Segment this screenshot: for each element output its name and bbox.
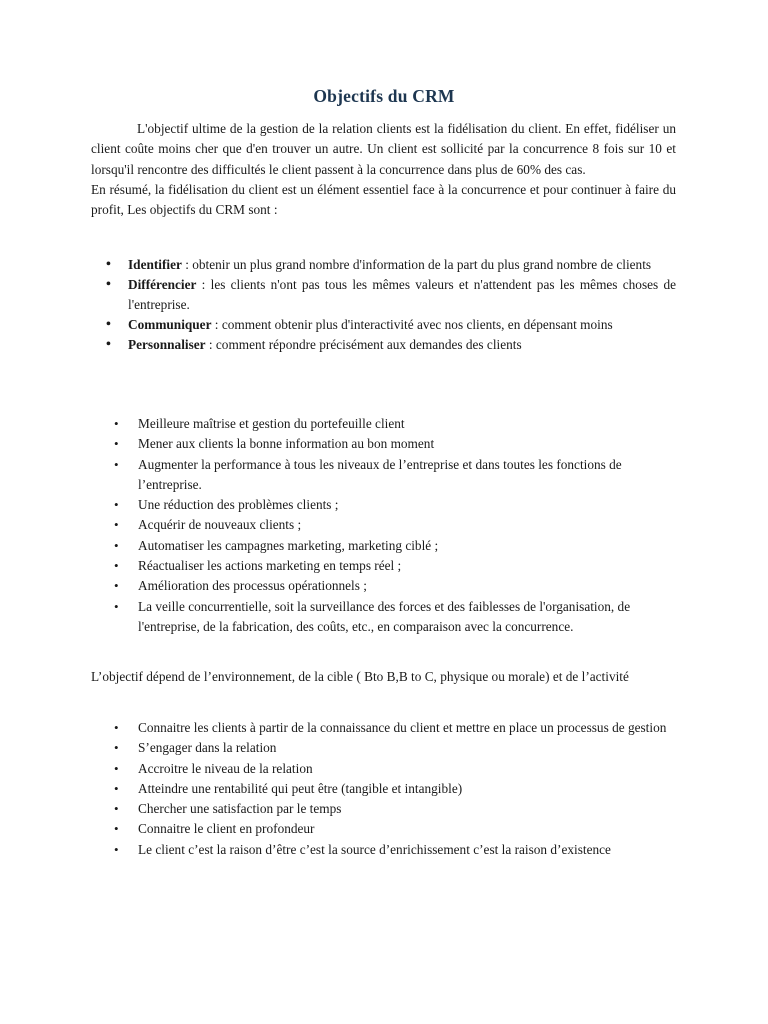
list-item: • Réactualiser les actions marketing en temps réel ; [138,556,676,576]
objective-desc: : les clients n'ont pas tous les mêmes valeurs et n'attendent pas les mêmes choses de l'entreprise. [128,277,676,312]
list-item [128,335,676,355]
objective-term: Identifier [128,257,182,272]
list-item [128,255,676,275]
intro-section [91,119,676,220]
list-item: • Meilleure maîtrise et gestion du portefeuille client [138,414,676,434]
objective-desc: : obtenir un plus grand nombre d'information de la part du plus grand nombre de clients [181,257,652,272]
benefits-list [138,414,676,637]
list-item: • Acquérir de nouveaux clients ; [138,515,676,535]
objective-term: Communiquer [128,317,212,332]
list-item: • Chercher une satisfaction par le temps [138,799,676,819]
list-item: • Mener aux clients la bonne information au bon moment [138,434,676,454]
list-item: • Automatiser les campagnes marketing, marketing ciblé ; [138,536,676,556]
objective-term: Personnaliser [128,337,206,352]
intro-paragraph-1: L'objectif ultime de la gestion de la relation clients est la fidélisation du client. En effet, fidéliser un client coûte moins cher que d'en trouver un autre. Un client est sollicité par la concurrence 8 fois sur 10 et lorsqu'il rencontre des difficultés le client passent à la concurrence dans plus de 60% des cas. [91,121,676,177]
objective-desc: : comment répondre précisément aux demandes des clients [205,337,522,352]
list-item: • Accroitre le niveau de la relation [138,759,676,779]
list-item: • Atteindre une rentabilité qui peut être (tangible et intangible) [138,779,676,799]
environment-paragraph: L’objectif dépend de l’environnement, de la cible ( Bto B,B to C, physique ou morale) et de l’activité [91,669,629,684]
page-title: Objectifs du CRM [313,86,455,106]
objective-term: Différencier [128,277,197,292]
list-item: • Augmenter la performance à tous les niveaux de l’entreprise et dans toutes les fonctions de l’entreprise. [138,455,676,496]
list-item: • Connaitre les clients à partir de la connaissance du client et mettre en place un processus de gestion [138,718,676,738]
goals-list [138,718,676,860]
list-item: • Une réduction des problèmes clients ; [138,495,676,515]
list-item [128,315,676,335]
list-item: • Connaitre le client en profondeur [138,819,676,839]
list-item: • Amélioration des processus opérationnels ; [138,576,676,596]
list-item: • Le client c’est la raison d’être c’est la source d’enrichissement c’est la raison d’existence [138,840,676,860]
objectives-list [128,255,676,355]
objective-desc: : comment obtenir plus d'interactivité avec nos clients, en dépensant moins [211,317,613,332]
list-item: • La veille concurrentielle, soit la surveillance des forces et des faiblesses de l'organisation, de l'entreprise, de la fabrication, des coûts, etc., en comparaison avec la concurrence. [138,597,676,638]
intro-paragraph-2: En résumé, la fidélisation du client est un élément essentiel face à la concurrence et pour continuer à faire du profit, Les objectifs du CRM sont : [91,181,676,218]
list-item: • S’engager dans la relation [138,738,676,758]
list-item [128,275,676,315]
